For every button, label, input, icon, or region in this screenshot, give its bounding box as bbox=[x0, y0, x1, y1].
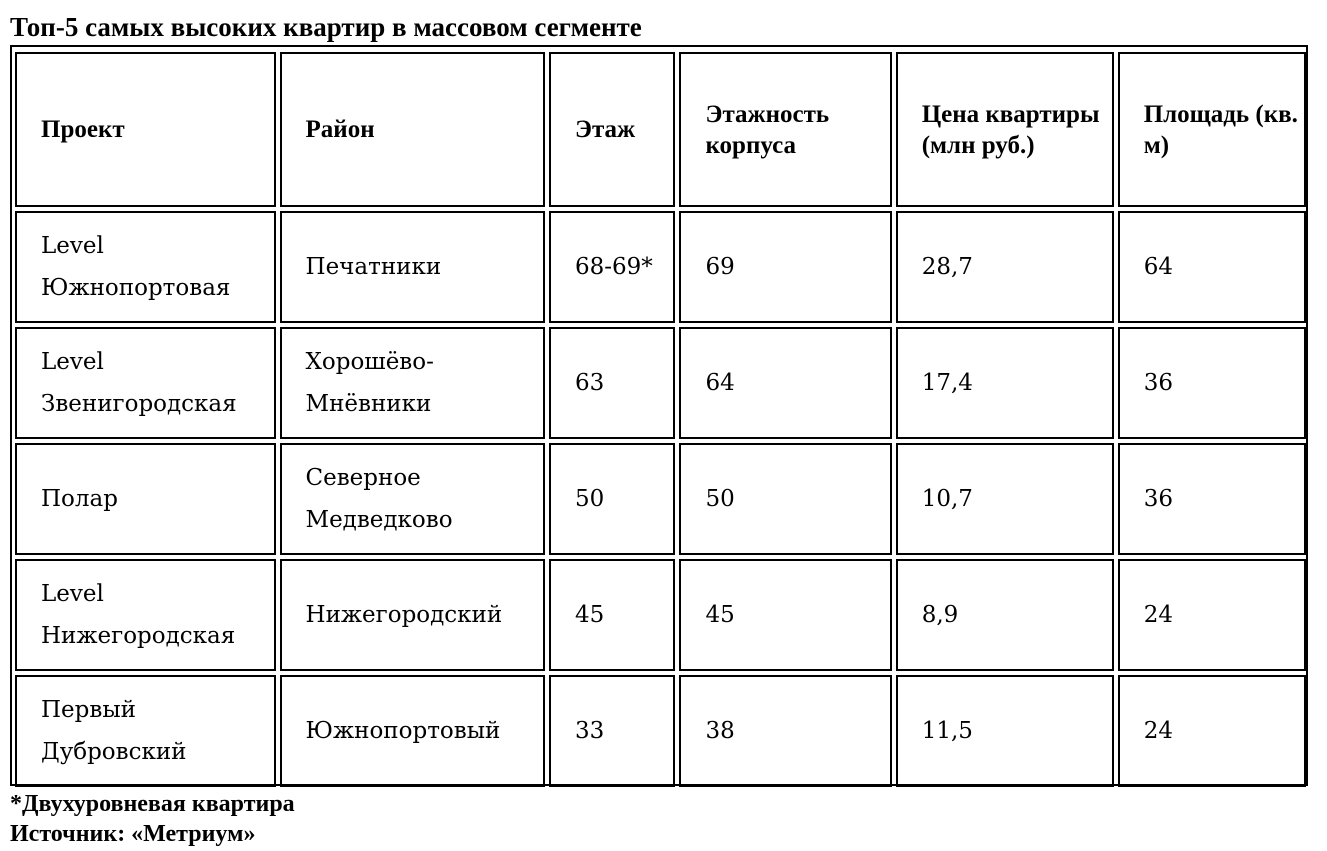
cell-price: 8,9 bbox=[896, 559, 1114, 671]
cell-floor: 68-69* bbox=[549, 211, 676, 323]
table-row bbox=[15, 327, 1306, 439]
header-district: Район bbox=[280, 52, 545, 207]
footnote: *Двухуровневая квартира bbox=[10, 791, 295, 817]
cell-floor: 50 bbox=[549, 443, 676, 555]
header-building-floors: Этажность корпуса bbox=[679, 52, 891, 207]
table-row bbox=[15, 211, 1306, 323]
cell-price: 17,4 bbox=[896, 327, 1114, 439]
header-project: Проект bbox=[15, 52, 276, 207]
cell-price: 10,7 bbox=[896, 443, 1114, 555]
table-row bbox=[15, 675, 1306, 787]
source-note: Источник: «Метриум» bbox=[10, 821, 256, 847]
cell-district: Северное Медведково bbox=[280, 443, 545, 555]
table-header-row bbox=[15, 52, 1306, 207]
cell-district: Хорошёво-Мнёвники bbox=[280, 327, 545, 439]
table-row bbox=[15, 443, 1306, 555]
header-floor: Этаж bbox=[549, 52, 676, 207]
cell-building-floors: 64 bbox=[679, 327, 891, 439]
cell-floor: 63 bbox=[549, 327, 676, 439]
cell-district: Печатники bbox=[280, 211, 545, 323]
cell-district: Нижегородский bbox=[280, 559, 545, 671]
header-price: Цена квартиры (млн руб.) bbox=[896, 52, 1114, 207]
cell-price: 28,7 bbox=[896, 211, 1114, 323]
cell-area: 64 bbox=[1118, 211, 1306, 323]
cell-area: 24 bbox=[1118, 675, 1306, 787]
cell-project: Level Нижегородская bbox=[15, 559, 276, 671]
page-title: Топ-5 самых высоких квартир в массовом сегменте bbox=[10, 12, 642, 42]
cell-floor: 45 bbox=[549, 559, 676, 671]
cell-project: Level Южнопортовая bbox=[15, 211, 276, 323]
apartments-table bbox=[11, 48, 1310, 791]
cell-price: 11,5 bbox=[896, 675, 1114, 787]
table-row bbox=[15, 559, 1306, 671]
cell-floor: 33 bbox=[549, 675, 676, 787]
cell-building-floors: 45 bbox=[679, 559, 891, 671]
data-table-frame bbox=[10, 45, 1308, 786]
cell-project: Первый Дубровский bbox=[15, 675, 276, 787]
cell-area: 24 bbox=[1118, 559, 1306, 671]
cell-area: 36 bbox=[1118, 327, 1306, 439]
cell-district: Южнопортовый bbox=[280, 675, 545, 787]
cell-area: 36 bbox=[1118, 443, 1306, 555]
cell-building-floors: 69 bbox=[679, 211, 891, 323]
cell-project: Level Звенигородская bbox=[15, 327, 276, 439]
cell-project: Полар bbox=[15, 443, 276, 555]
header-area: Площадь (кв. м) bbox=[1118, 52, 1306, 207]
cell-building-floors: 50 bbox=[679, 443, 891, 555]
cell-building-floors: 38 bbox=[679, 675, 891, 787]
